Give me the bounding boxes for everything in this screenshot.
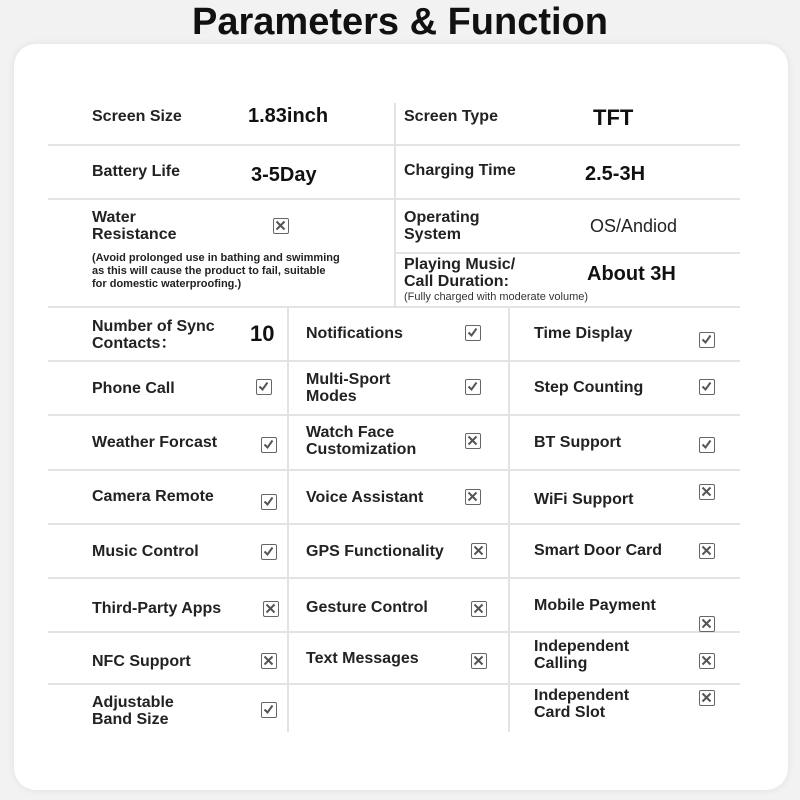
nfc-support-label: NFC Support — [92, 653, 191, 670]
phone-call-label: Phone Call — [92, 380, 175, 397]
independent-card-slot-label-line1: Independent — [534, 687, 630, 704]
x-mark-icon — [263, 601, 279, 617]
water-resistance-note — [92, 252, 340, 291]
check-icon — [699, 437, 715, 453]
adjustable-band-label-line2: Band Size — [92, 711, 169, 728]
multi-sport-label — [306, 371, 390, 405]
sync-contacts-label-line2: Contacts： — [92, 335, 177, 352]
playing-music-label-line2: Call Duration: — [404, 273, 509, 290]
x-mark-icon — [261, 653, 277, 669]
spec-card — [14, 44, 788, 790]
bt-support-label: BT Support — [534, 434, 622, 451]
x-mark-icon — [471, 601, 487, 617]
weather-label: Weather Forcast — [92, 434, 218, 451]
check-icon — [256, 379, 272, 395]
divider — [48, 577, 740, 579]
divider — [394, 103, 396, 307]
divider — [508, 307, 510, 732]
text-messages-label: Text Messages — [306, 650, 419, 667]
check-icon — [699, 379, 715, 395]
camera-remote-label: Camera Remote — [92, 488, 214, 505]
divider — [287, 307, 289, 732]
step-counting-label: Step Counting — [534, 379, 644, 396]
water-resistance-note-line1: (Avoid prolonged use in bathing and swimming — [92, 252, 340, 264]
sync-contacts-value: 10 — [250, 321, 275, 346]
adjustable-band-label — [92, 694, 174, 728]
divider — [395, 252, 740, 254]
x-mark-icon — [465, 433, 481, 449]
third-party-apps-label: Third-Party Apps — [92, 600, 222, 617]
water-resistance-note-line3: for domestic waterproofing.) — [92, 278, 242, 290]
playing-music-label-line1: Playing Music/ — [404, 256, 516, 273]
operating-system-label — [404, 209, 480, 243]
notifications-label: Notifications — [306, 325, 403, 342]
check-icon — [261, 437, 277, 453]
adjustable-band-label-line1: Adjustable — [92, 694, 174, 711]
playing-music-value: About 3H — [587, 263, 676, 285]
divider — [48, 469, 740, 471]
mobile-payment-label: Mobile Payment — [534, 597, 656, 614]
sync-contacts-label-line1: Number of Sync — [92, 318, 215, 335]
time-display-label: Time Display — [534, 325, 633, 342]
divider — [48, 631, 740, 633]
x-mark-icon — [465, 489, 481, 505]
divider — [48, 414, 740, 416]
check-icon — [465, 325, 481, 341]
screen-size-value: 1.83inch — [248, 105, 329, 127]
wifi-support-label: WiFi Support — [534, 491, 634, 508]
x-mark-icon — [273, 218, 289, 234]
playing-music-label — [404, 256, 515, 290]
x-mark-icon — [699, 653, 715, 669]
music-control-label: Music Control — [92, 543, 199, 560]
charging-time-value: 2.5-3H — [585, 163, 646, 185]
check-icon — [699, 332, 715, 348]
page-title: Parameters & Function — [192, 1, 608, 43]
x-mark-icon — [471, 653, 487, 669]
operating-system-label-line2: System — [404, 226, 461, 243]
divider — [48, 360, 740, 362]
divider — [48, 683, 740, 685]
check-icon — [465, 379, 481, 395]
battery-life-label: Battery Life — [92, 163, 181, 180]
watch-face-label-line2: Customization — [306, 441, 417, 458]
screen-size-label: Screen Size — [92, 108, 182, 125]
screen-type-value: TFT — [593, 105, 634, 130]
x-mark-icon — [699, 543, 715, 559]
independent-calling-label-line2: Calling — [534, 655, 588, 672]
water-resistance-label — [92, 209, 177, 243]
x-mark-icon — [699, 616, 715, 632]
playing-music-note: (Fully charged with moderate volume) — [404, 291, 589, 303]
check-icon — [261, 494, 277, 510]
x-mark-icon — [699, 484, 715, 500]
gps-label: GPS Functionality — [306, 543, 444, 560]
watch-face-label-line1: Watch Face — [306, 424, 395, 441]
divider — [48, 523, 740, 525]
check-icon — [261, 702, 277, 718]
sync-contacts-label — [92, 318, 215, 352]
multi-sport-label-line1: Multi-Sport — [306, 371, 391, 388]
charging-time-label: Charging Time — [404, 162, 516, 179]
x-mark-icon — [471, 543, 487, 559]
independent-card-slot-label — [534, 687, 629, 721]
independent-calling-label-line1: Independent — [534, 638, 630, 655]
voice-assistant-label: Voice Assistant — [306, 489, 424, 506]
screen-type-label: Screen Type — [404, 108, 498, 125]
check-icon — [261, 544, 277, 560]
multi-sport-label-line2: Modes — [306, 388, 357, 405]
independent-card-slot-label-line2: Card Slot — [534, 704, 606, 721]
independent-calling-label — [534, 638, 629, 672]
water-resistance-label-line1: Water — [92, 209, 136, 226]
watch-face-label — [306, 424, 416, 458]
x-mark-icon — [699, 690, 715, 706]
smart-door-card-label: Smart Door Card — [534, 542, 663, 559]
gesture-control-label: Gesture Control — [306, 599, 428, 616]
operating-system-label-line1: Operating — [404, 209, 480, 226]
water-resistance-label-line2: Resistance — [92, 226, 177, 243]
water-resistance-note-line2: as this will cause the product to fail, suitable — [92, 265, 326, 277]
battery-life-value: 3-5Day — [251, 164, 317, 186]
operating-system-value: OS/Andiod — [590, 216, 678, 236]
